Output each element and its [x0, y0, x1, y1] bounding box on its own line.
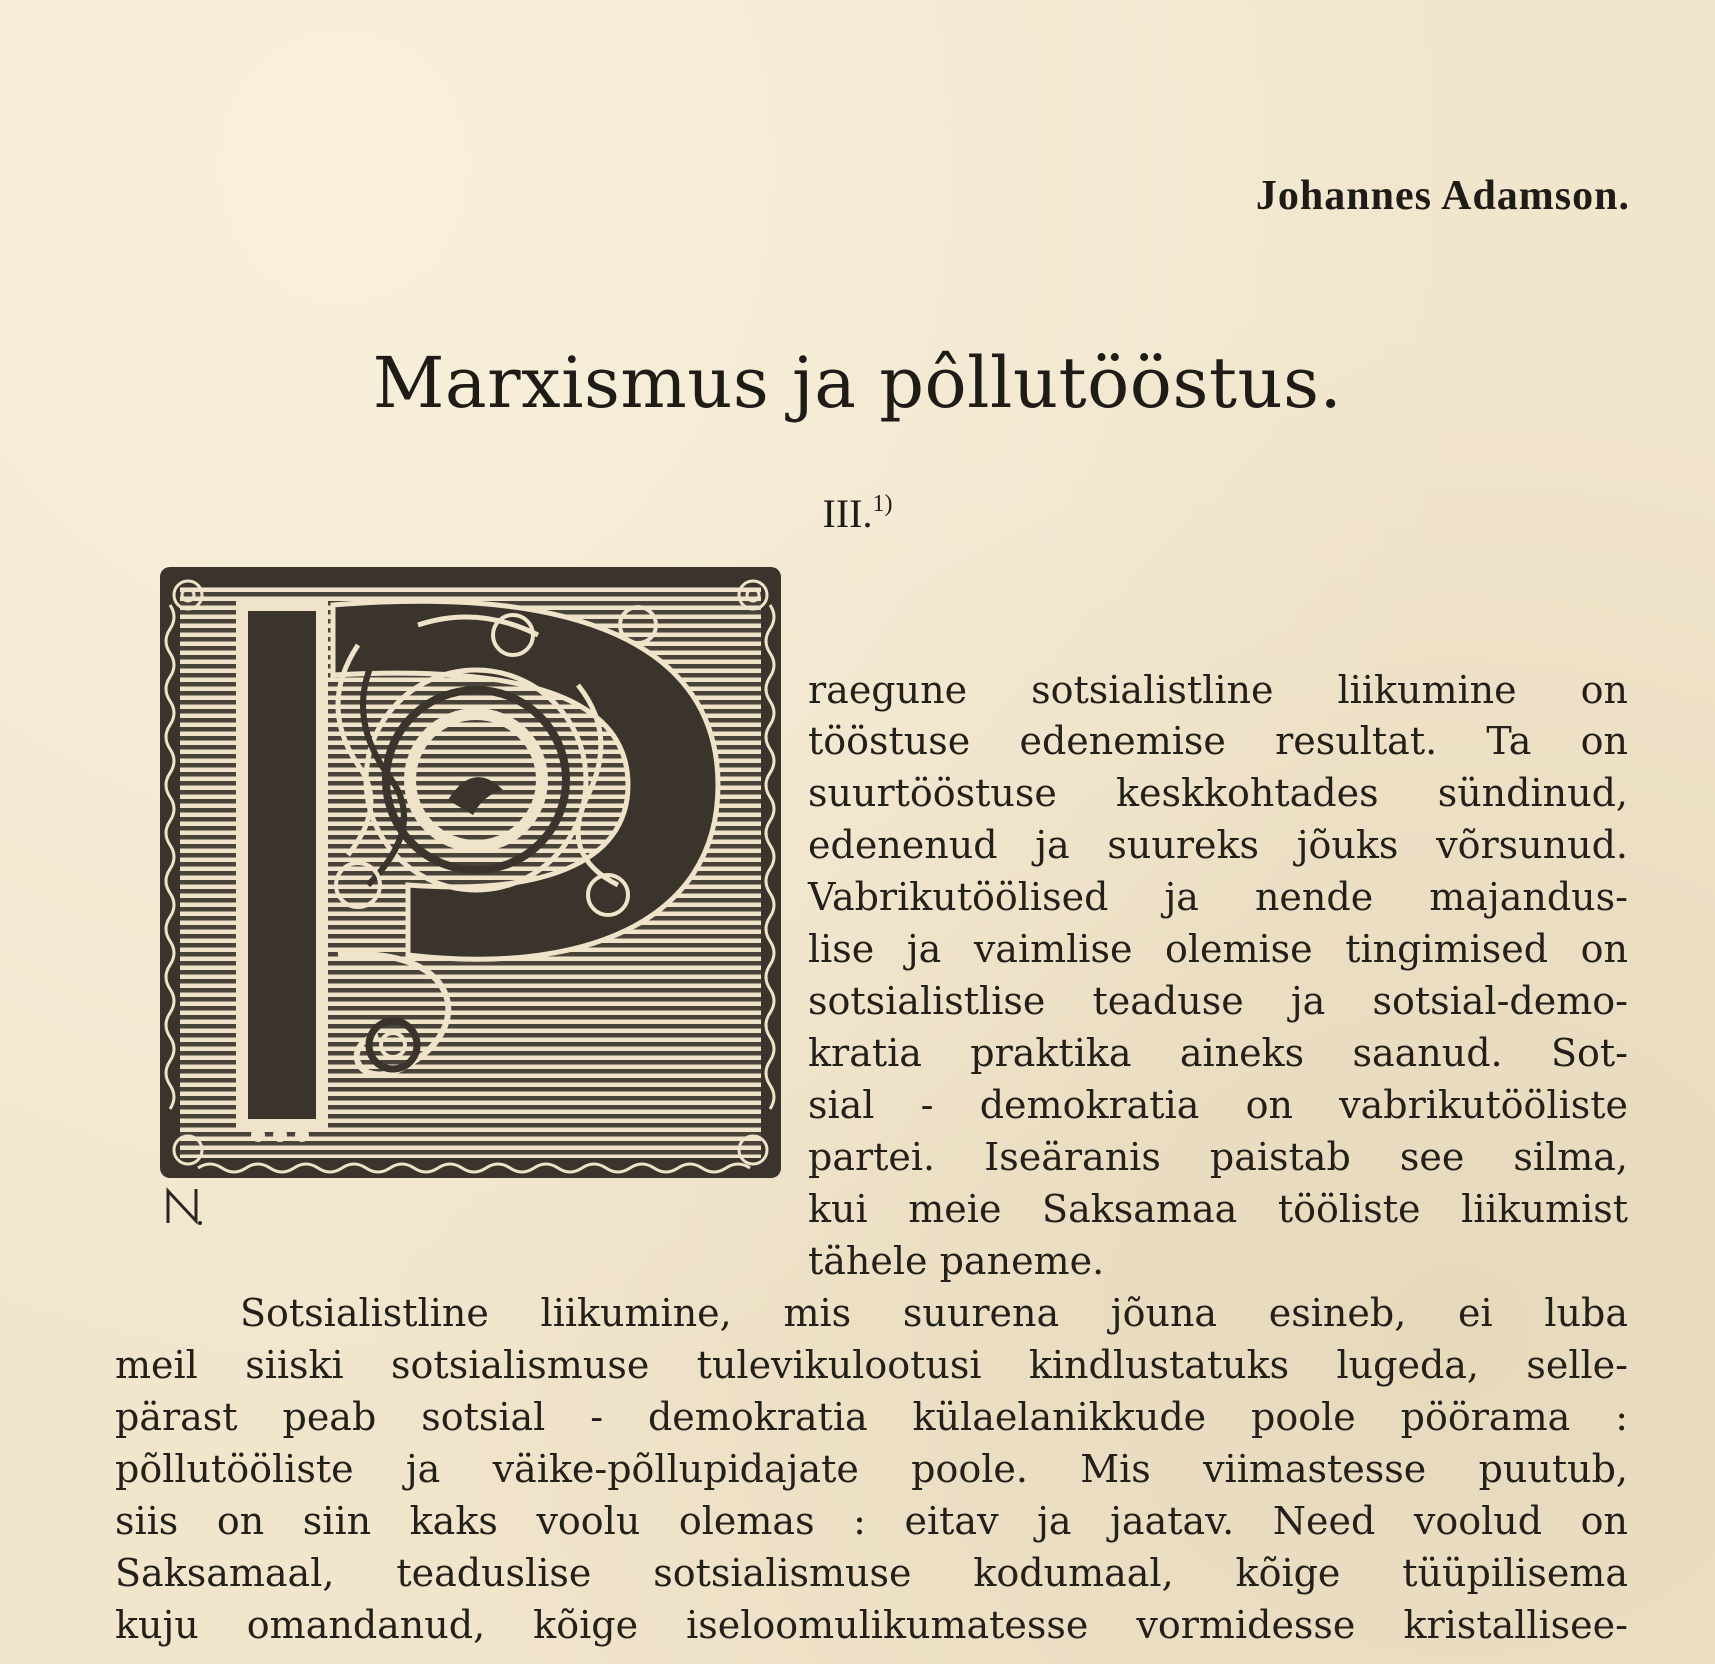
paragraph-1-line-5: Vabrikutöölised ja nende majandus- — [808, 875, 1628, 919]
paragraph-2-line-1: Sotsialistline liikumine, mis suurena jõuna esineb, ei luba — [240, 1291, 1628, 1335]
paragraph-1-line-6: lise ja vaimlise olemise tingimised on — [808, 927, 1628, 971]
paragraph-1-line-7: sotsialistlise teaduse ja sotsial-demo- — [808, 979, 1628, 1023]
paragraph-2-line-3: pärast peab sotsial - demokratia külaelanikkude poole pöörama : — [115, 1395, 1628, 1439]
paragraph-1-line-1: raegune sotsialistline liikumine on — [808, 668, 1628, 712]
paragraph-2-line-6: Saksamaal, teaduslise sotsialismuse kodumaal, kõige tüüpilisema — [115, 1551, 1628, 1595]
paragraph-2-line-7: kuju omandanud, kõige iseloomulikumatesse vormidesse kristallisee- — [115, 1603, 1628, 1647]
footnote-mark: 1) — [872, 491, 893, 517]
artist-monogram — [162, 1185, 204, 1227]
section-numeral: III. — [822, 491, 873, 536]
paragraph-1-line-12: tähele paneme. — [808, 1239, 1105, 1283]
decorated-initial-p — [158, 565, 783, 1180]
paragraph-2-line-5: siis on siin kaks voolu olemas : eitav ja jaatav. Need voolud on — [115, 1499, 1628, 1543]
paragraph-1-line-9: sial - demokratia on vabrikutööliste — [808, 1083, 1628, 1127]
paragraph-2-line-2: meil siiski sotsialismuse tulevikulootusi kindlustatuks lugeda, selle- — [115, 1343, 1628, 1387]
paragraph-1-line-11: kui meie Saksamaa tööliste liikumist — [808, 1187, 1628, 1231]
paragraph-1-line-4: edenenud ja suureks jõuks võrsunud. — [808, 823, 1628, 867]
paragraph-1-line-10: partei. Iseäranis paistab see silma, — [808, 1135, 1628, 1179]
paragraph-1-line-3: suurtööstuse keskkohtades sündinud, — [808, 771, 1628, 815]
paragraph-1-line-8: kratia praktika aineks saanud. Sot- — [808, 1031, 1628, 1075]
paragraph-2-line-4: põllutööliste ja väike-põllupidajate poole. Mis viimastesse puutub, — [115, 1447, 1628, 1491]
article-title: Marxismus ja pôllutööstus. — [372, 342, 1343, 424]
author-name: Johannes Adamson. — [1255, 173, 1630, 219]
paragraph-1-line-2: tööstuse edenemise resultat. Ta on — [808, 719, 1628, 763]
section-heading — [0, 490, 1715, 537]
